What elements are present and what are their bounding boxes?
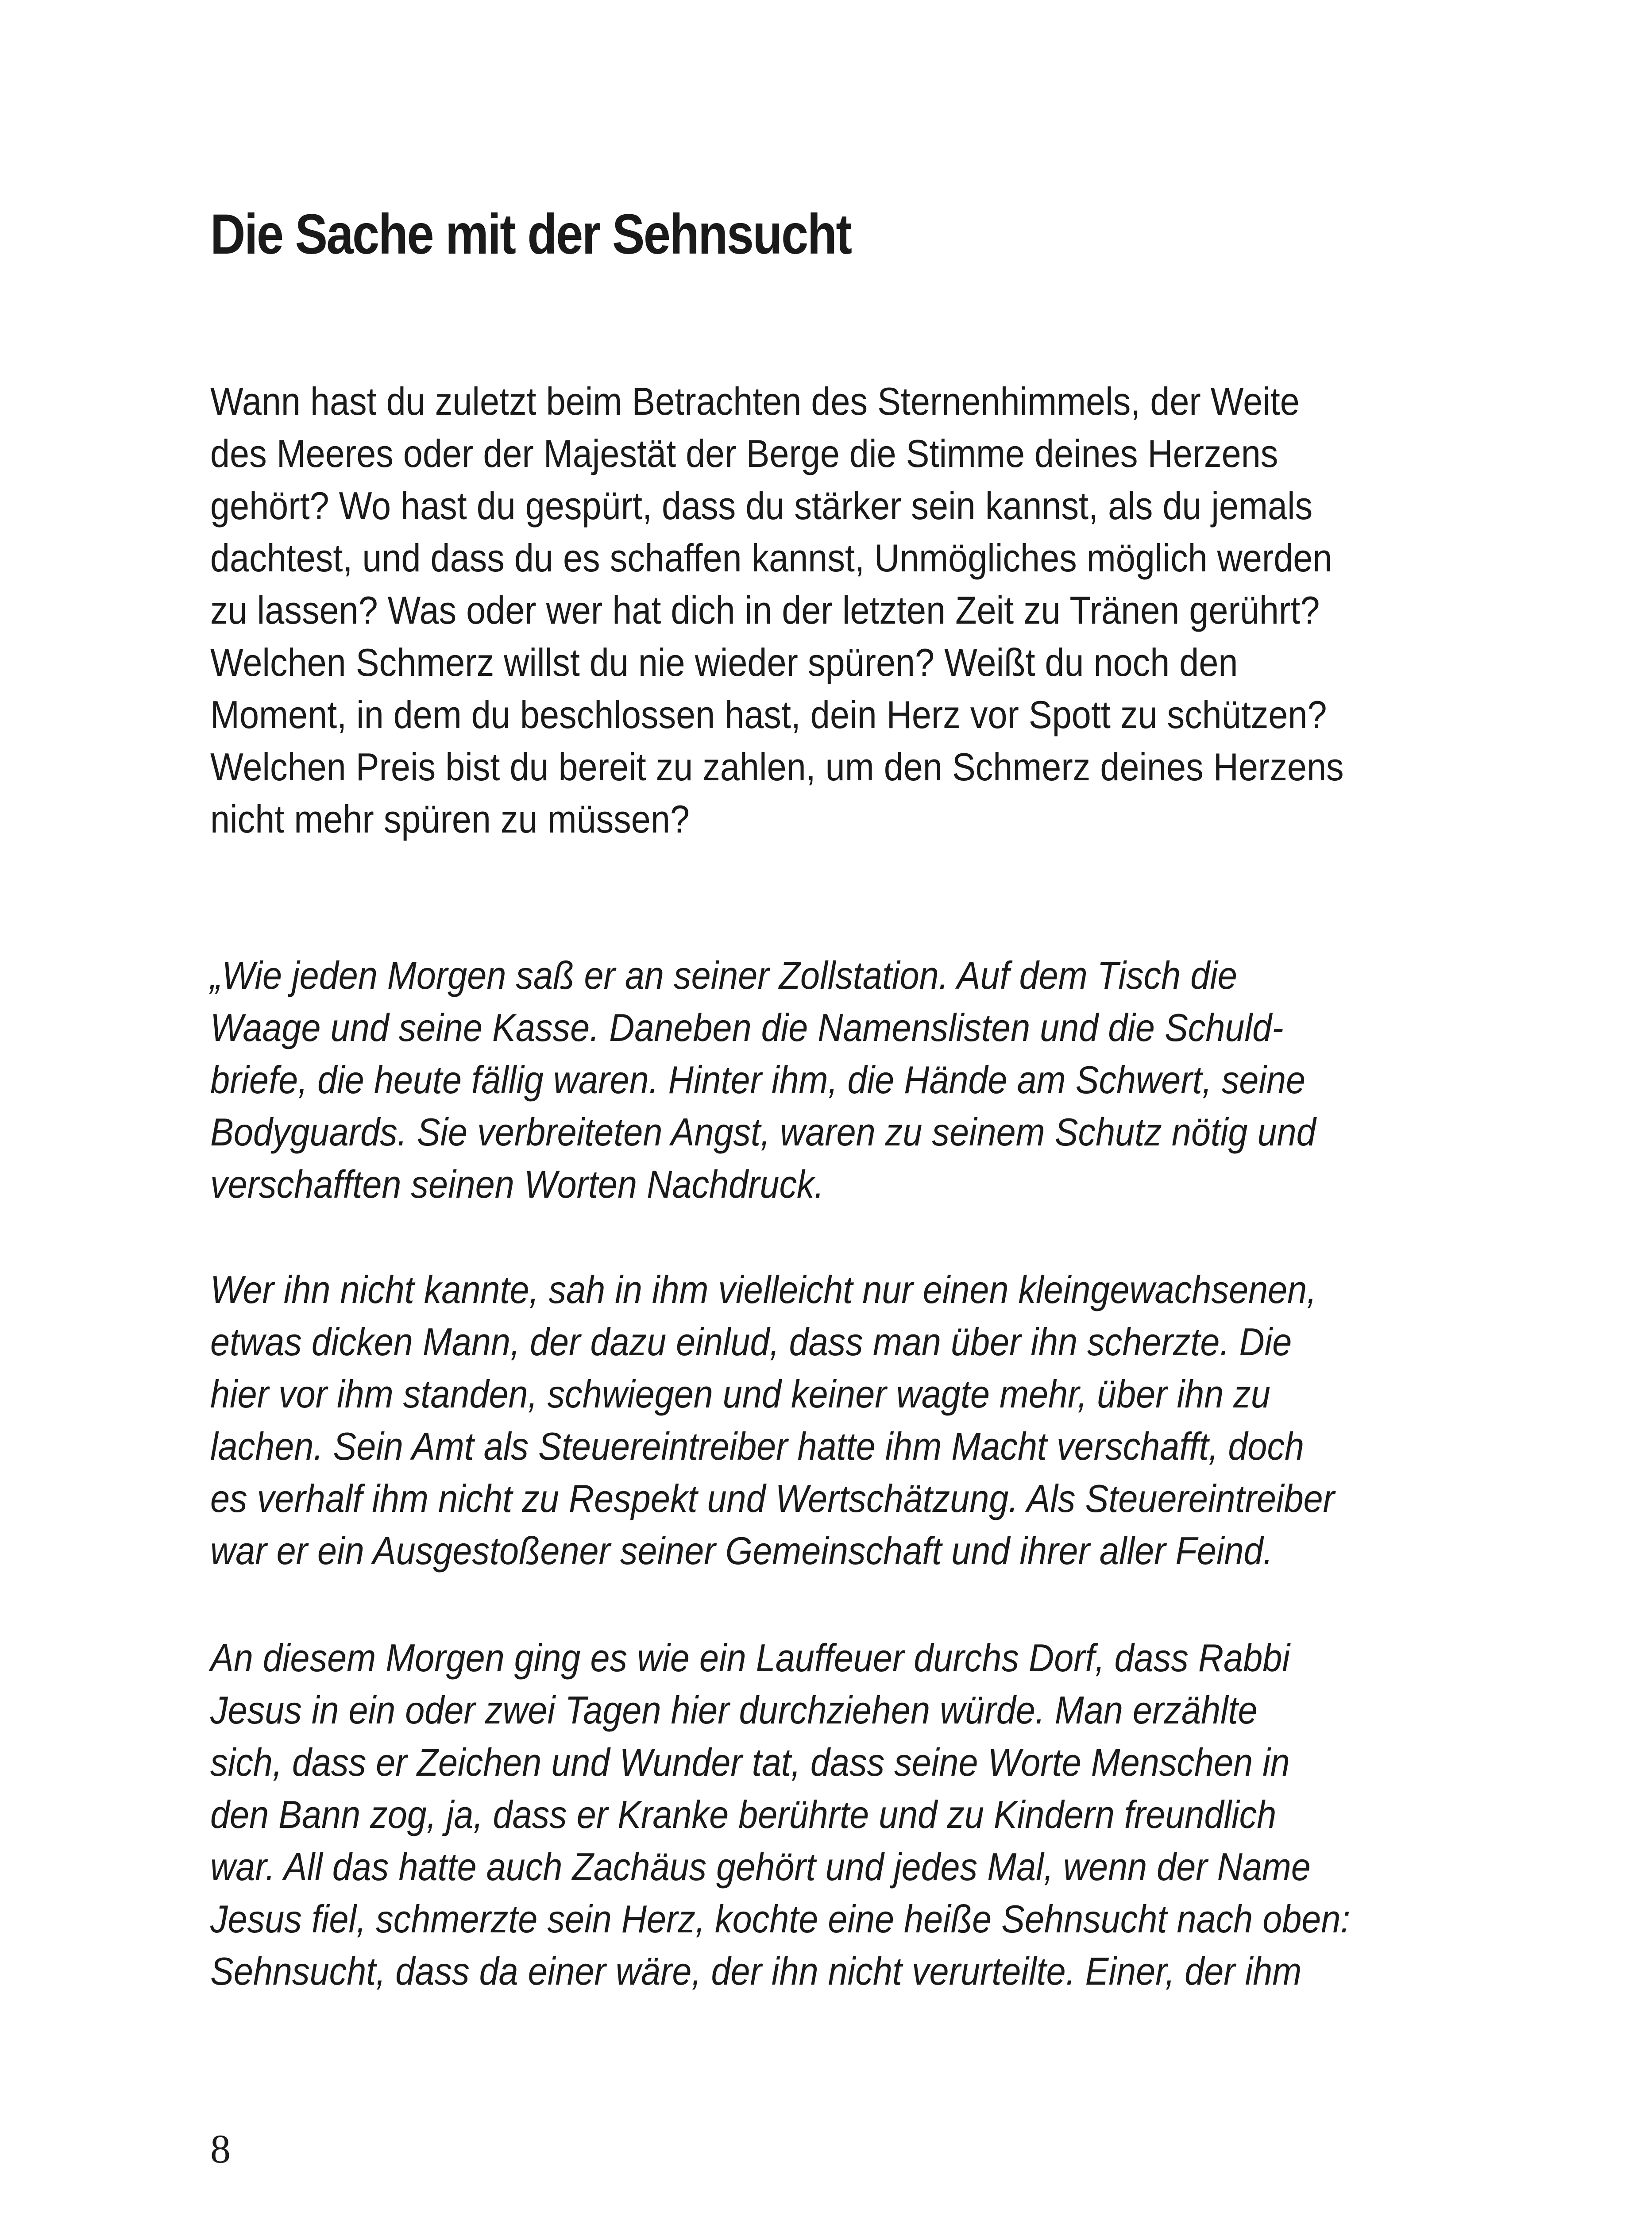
- text-line: nicht mehr spüren zu müssen?: [210, 797, 690, 841]
- story-paragraph-1: [210, 949, 1439, 1211]
- text-line: Jesus fiel, schmerzte sein Herz, kochte eine heiße Sehnsucht nach oben:: [210, 1897, 1351, 1941]
- text-line: briefe, die heute fällig waren. Hinter ihm, die Hände am Schwert, seine: [210, 1058, 1306, 1102]
- text-line: etwas dicken Mann, der dazu einlud, dass man über ihn scherzte. Die: [210, 1320, 1292, 1364]
- text-line: „Wie jeden Morgen saß er an seiner Zollstation. Auf dem Tisch die: [210, 953, 1237, 997]
- text-line: zu lassen? Was oder wer hat dich in der letzten Zeit zu Tränen gerührt?: [210, 588, 1320, 632]
- text-line: Sehnsucht, dass da einer wäre, der ihn nicht verurteilte. Einer, der ihm: [210, 1949, 1302, 1993]
- page-number: 8: [210, 2126, 231, 2171]
- text-line: An diesem Morgen ging es wie ein Lauffeuer durchs Dorf, dass Rabbi: [210, 1636, 1290, 1680]
- text-line: Jesus in ein oder zwei Tagen hier durchziehen würde. Man erzählte: [210, 1688, 1258, 1732]
- text-line: Welchen Schmerz willst du nie wieder spüren? Weißt du noch den: [210, 640, 1238, 684]
- text-line: lachen. Sein Amt als Steuereintreiber hatte ihm Macht verschafft, doch: [210, 1424, 1305, 1468]
- text-line: gehört? Wo hast du gespürt, dass du stärker sein kannst, als du jemals: [210, 484, 1313, 528]
- text-line: Wer ihn nicht kannte, sah in ihm vielleicht nur einen kleingewachsenen,: [210, 1268, 1317, 1311]
- story-paragraph-3: [210, 1632, 1477, 1997]
- text-line: hier vor ihm standen, schwiegen und keiner wagte mehr, über ihn zu: [210, 1372, 1270, 1416]
- text-line: verschafften seinen Worten Nachdruck.: [210, 1162, 824, 1206]
- text-line: den Bann zog, ja, dass er Kranke berührte und zu Kindern freundlich: [210, 1793, 1277, 1836]
- text-line: war er ein Ausgestoßener seiner Gemeinschaft und ihrer aller Feind.: [210, 1529, 1273, 1573]
- text-line: Bodyguards. Sie verbreiteten Angst, waren zu seinem Schutz nötig und: [210, 1110, 1316, 1154]
- text-line: Waage und seine Kasse. Daneben die Namenslisten und die Schuld-: [210, 1006, 1284, 1049]
- story-paragraph-2: [210, 1264, 1459, 1577]
- text-line: Welchen Preis bist du bereit zu zahlen, um den Schmerz deines Herzens: [210, 745, 1344, 789]
- text-line: Wann hast du zuletzt beim Betrachten des Sternenhimmels, der Weite: [210, 379, 1300, 423]
- text-line: sich, dass er Zeichen und Wunder tat, dass seine Worte Menschen in: [210, 1740, 1290, 1784]
- text-line: des Meeres oder der Majestät der Berge die Stimme deines Herzens: [210, 432, 1278, 475]
- intro-paragraph: [210, 375, 1470, 845]
- text-line: es verhalf ihm nicht zu Respekt und Wertschätzung. Als Steuereintreiber: [210, 1477, 1335, 1520]
- text-line: dachtest, und dass du es schaffen kannst, Unmögliches möglich werden: [210, 536, 1332, 580]
- text-line: Moment, in dem du beschlossen hast, dein Herz vor Spott zu schützen?: [210, 693, 1327, 736]
- text-line: war. All das hatte auch Zachäus gehört und jedes Mal, wenn der Name: [210, 1845, 1311, 1889]
- chapter-title: Die Sache mit der Sehnsucht: [210, 203, 851, 266]
